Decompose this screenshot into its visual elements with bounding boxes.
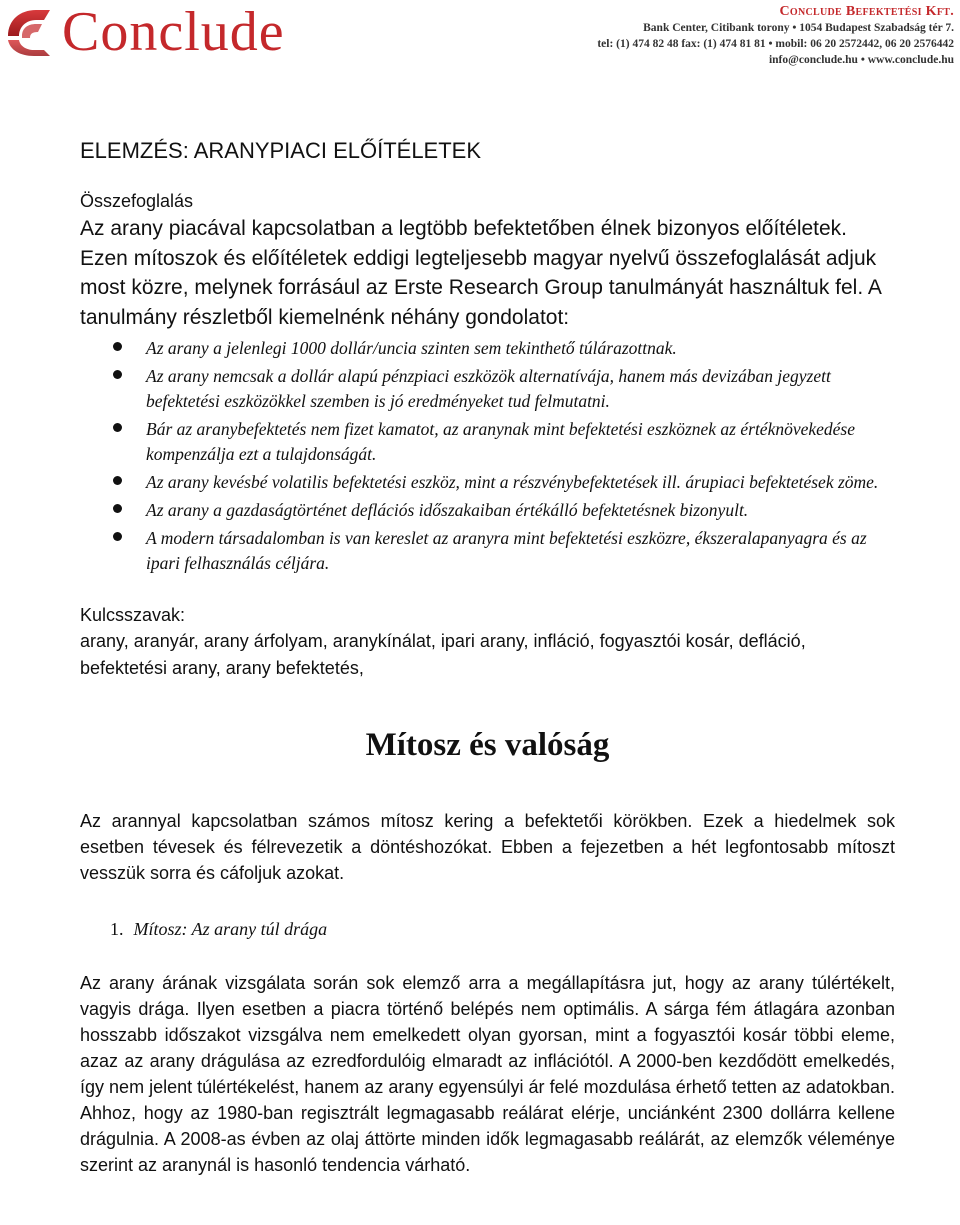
section-title: Mítosz és valóság (365, 727, 610, 763)
list-item: Az arany a jelenlegi 1000 dollár/uncia szinten sem tekinthető túlárazottnak. (80, 336, 895, 361)
company-contact[interactable]: info@conclude.hu • www.conclude.hu (768, 54, 954, 66)
conclude-logo-icon (4, 6, 54, 58)
myth-1-paragraph: Az arany árának vizsgálata során sok elemző arra a megállapításra jut, hogy az arany túlértékelt, vagyis drága. Ilyen esetben a piacra történő belépés nem optimális. A sárga fém átlagára azonban hosszabb időszakot vizsgálva nem emelkedett olyan gyorsan, mint a fogyasztói kosár többi eleme, azaz az arany drágulása az ezredfordulóig elmaradt az inflációtól. A 2000-ben kezdődött emelkedés, így nem jelent túlértékelést, hanem az arany egyensúlyi ár felé mozdulása érhető tetten az adatokban. Ahhoz, hogy az 1980-ban regisztrált legmagasabb reálárat elérje, unciánként 2300 dollárra kellene drágulnia. A 2008-as évben az olaj áttörte minden idők legmagasabb reálárát, az elemzők véleménye szerint az aranynál is hasonló tendencia várható. (80, 973, 895, 1175)
company-contact-block (597, 4, 954, 68)
keywords-text: arany, aranyár, arany árfolyam, aranykínálat, ipari arany, infláció, fogyasztói kosár, defláció, befektetési arany, arany befektetés, (80, 631, 806, 678)
company-name: Conclude Befektetési Kft. (779, 4, 954, 19)
summary-text: Az arany piacával kapcsolatban a legtöbb befektetőben élnek bizonyos előítéletek. Ezen mítoszok és előítéletek eddigi legteljesebb magyar nyelvű összefoglalását adjuk most közre, melynek forrásául az Erste Research Group tanulmányát használtuk fel. A tanulmány részletből kiemelnénk néhány gondolatot: (80, 217, 881, 329)
summary-heading: Összefoglalás (80, 191, 194, 211)
company-address: Bank Center, Citibank torony • 1054 Budapest Szabadság tér 7. (643, 22, 954, 34)
list-item: Az arany a gazdaságtörténet deflációs időszakaiban értékálló befektetésnek bizonyult. (80, 498, 895, 523)
bullet-icon (113, 342, 122, 351)
letterhead (0, 0, 960, 72)
company-phones: tel: (1) 474 82 48 fax: (1) 474 81 81 • mobil: 06 20 2572442, 06 20 2576442 (597, 38, 954, 50)
myth-1-title: Mítosz: Az arany túl drága (133, 919, 328, 939)
key-points-list (80, 336, 895, 576)
bullet-icon (113, 532, 122, 541)
bullet-icon (113, 476, 122, 485)
list-item: Bár az aranybefektetés nem fizet kamatot, az aranynak mint befektetési eszköznek az értéknövekedése kompenzálja ezt a tulajdonságát. (80, 417, 895, 467)
bullet-icon (113, 504, 122, 513)
document-title: ELEMZÉS: ARANYPIACI ELŐÍTÉLETEK (80, 138, 482, 163)
list-item: Az arany nemcsak a dollár alapú pénzpiaci eszközök alternatívája, hanem más devizában jegyzett befektetési eszközökkel szemben is jó eredményeket tud felmutatni. (80, 364, 895, 414)
myth-1-heading (110, 916, 895, 942)
keywords-heading: Kulcsszavak: (80, 605, 186, 625)
myth-1-number: 1. (110, 919, 124, 939)
intro-paragraph: Az arannyal kapcsolatban számos mítosz kering a befektetői körökben. Ezek a hiedelmek sok esetben tévesek és félrevezetik a döntéshozókat. Ebben a fejezetben a hét legfontosabb mítoszt vesszük sorra és cáfoljuk azokat. (80, 811, 895, 883)
bullet-icon (113, 370, 122, 379)
company-logo-text: Conclude (62, 1, 285, 63)
bullet-icon (113, 423, 122, 432)
document-body (80, 128, 895, 1178)
list-item: Az arany kevésbé volatilis befektetési eszköz, mint a részvénybefektetések ill. árupiaci befektetések zöme. (80, 470, 895, 495)
list-item: A modern társadalomban is van kereslet az aranyra mint befektetési eszközre, ékszeralapanyagra és az ipari felhasználás céljára. (80, 526, 895, 576)
